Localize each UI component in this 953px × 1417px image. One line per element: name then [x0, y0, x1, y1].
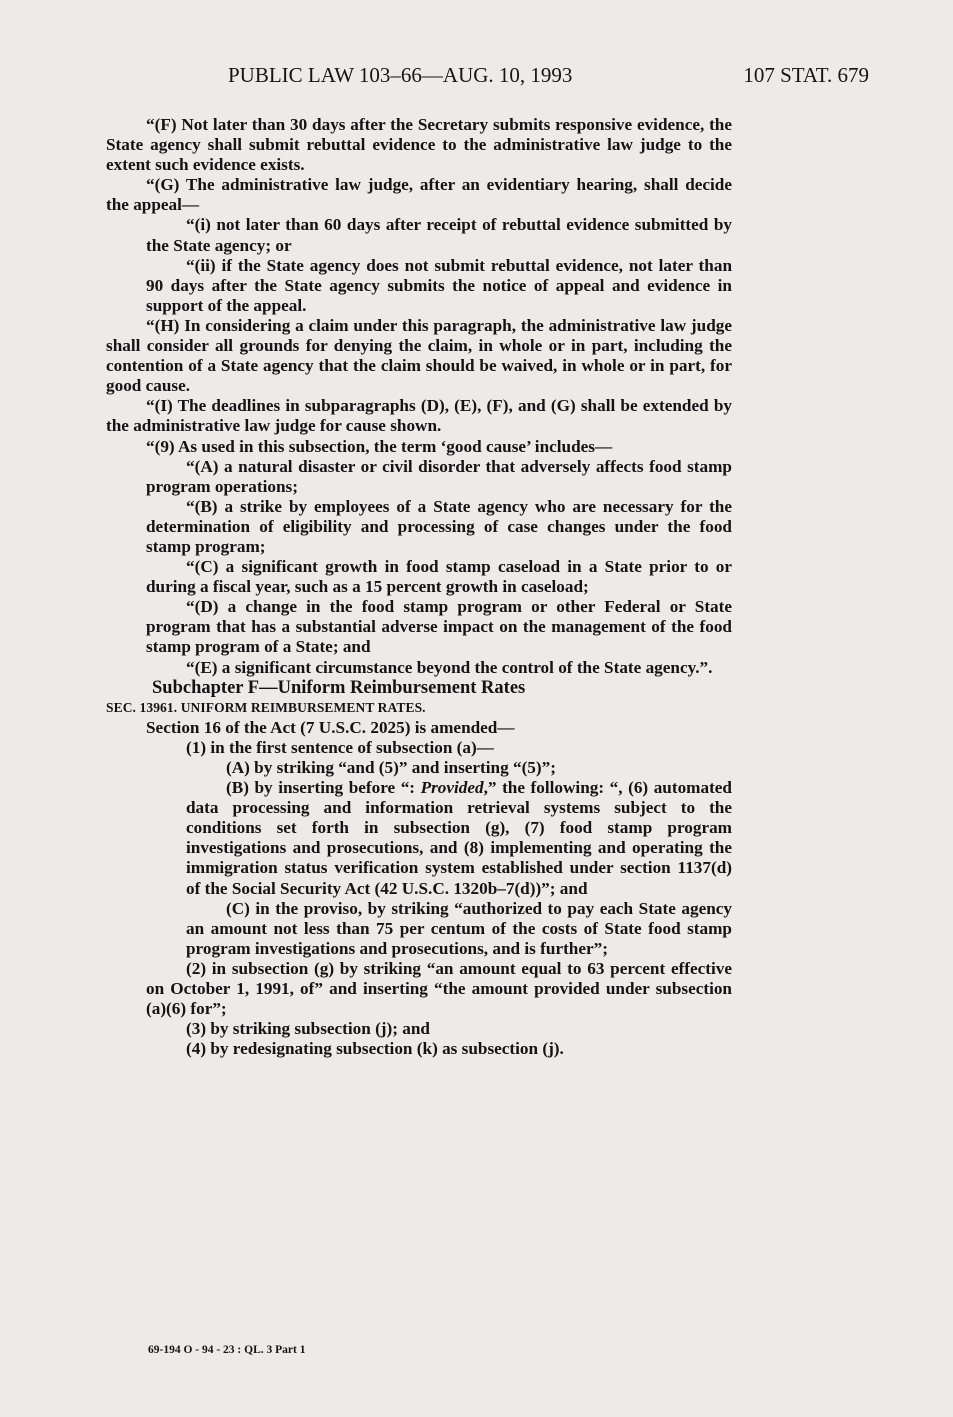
item-1b-italic: Provided: [420, 778, 484, 798]
paragraph-9: “(9) As used in this subsection, the term ‘good cause’ includes—: [146, 436, 613, 456]
item-2: (2) in subsection (g) by striking “an amount equal to 63 percent effective on October 1, 1991, of” and inserting “the amount provided under subsection (a)(6) for”;: [146, 958, 732, 1019]
section-intro: Section 16 of the Act (7 U.S.C. 2025) is amended—: [146, 717, 515, 737]
item-1b-post: ,” the following: “, (6) automated data processing and information retrieval systems subject to the conditions set forth in subsection (g), (7) food stamp program investigations and prosecutions, and (8) implementing and operating the immigration status verification system established under section 1137(d) of the Social Security Act (42 U.S.C. 1320b–7(d))”; and: [186, 778, 732, 898]
paragraph-g: “(G) The administrative law judge, after an evidentiary hearing, shall decide the appeal—: [106, 175, 732, 215]
public-law-citation: PUBLIC LAW 103–66—AUG. 10, 1993: [228, 63, 573, 87]
item-4: (4) by redesignating subsection (k) as subsection (j).: [186, 1039, 564, 1059]
clause-ii: “(ii) if the State agency does not submit rebuttal evidence, not later than 90 days after the State agency submits the notice of appeal and evidence in support of the appeal.: [146, 255, 732, 315]
item-1b-pre: (B) by inserting before “:: [226, 778, 421, 798]
page-header: [228, 63, 869, 93]
clause-i: “(i) not later than 60 days after receipt of rebuttal evidence submitted by the State agency; or: [146, 215, 732, 255]
subparagraph-d: “(D) a change in the food stamp program or other Federal or State program that has a substantial adverse impact on the management of the food stamp program of a State; and: [146, 597, 732, 657]
item-1a: (A) by striking “and (5)” and inserting “(5)”;: [226, 758, 556, 777]
subparagraph-a: “(A) a natural disaster or civil disorder that adversely affects food stamp program operations;: [146, 456, 732, 496]
item-1c: (C) in the proviso, by striking “authorized to pay each State agency an amount not less than 75 per centum of the costs of State food stamp program investigations and prosecutions, and is further”;: [186, 898, 732, 958]
subparagraph-c: “(C) a significant growth in food stamp caseload in a State prior to or during a fiscal year, such as a 15 percent growth in caseload;: [146, 557, 732, 597]
paragraph-h: “(H) In considering a claim under this paragraph, the administrative law judge shall consider all grounds for denying the claim, in whole or in part, including the contention of a State agency that the claim should be waived, in whole or in part, for good cause.: [106, 315, 732, 396]
subchapter-title: Subchapter F—Uniform Reimbursement Rates: [152, 677, 526, 698]
section-heading: SEC. 13961. UNIFORM REIMBURSEMENT RATES.: [106, 699, 426, 715]
paragraph-i: “(I) The deadlines in subparagraphs (D), (E), (F), and (G) shall be extended by the administrative law judge for cause shown.: [106, 396, 732, 436]
subparagraph-e: “(E) a significant circumstance beyond the control of the State agency.”.: [186, 657, 713, 677]
paragraph-f: “(F) Not later than 30 days after the Secretary submits responsive evidence, the State agency shall submit rebuttal evidence to the administrative law judge to the extent such evidence exists.: [106, 115, 732, 175]
item-1: (1) in the first sentence of subsection (a)—: [186, 737, 494, 757]
print-job-code: 69-194 O - 94 - 23 : QL. 3 Part 1: [148, 1344, 306, 1356]
statute-page-number: 107 STAT. 679: [743, 63, 869, 87]
document-body: [106, 115, 732, 1059]
item-1b: [106, 778, 732, 899]
subparagraph-b: “(B) a strike by employees of a State agency who are necessary for the determination of eligibility and processing of case changes under the food stamp program;: [146, 496, 732, 556]
item-3: (3) by striking subsection (j); and: [186, 1019, 430, 1039]
